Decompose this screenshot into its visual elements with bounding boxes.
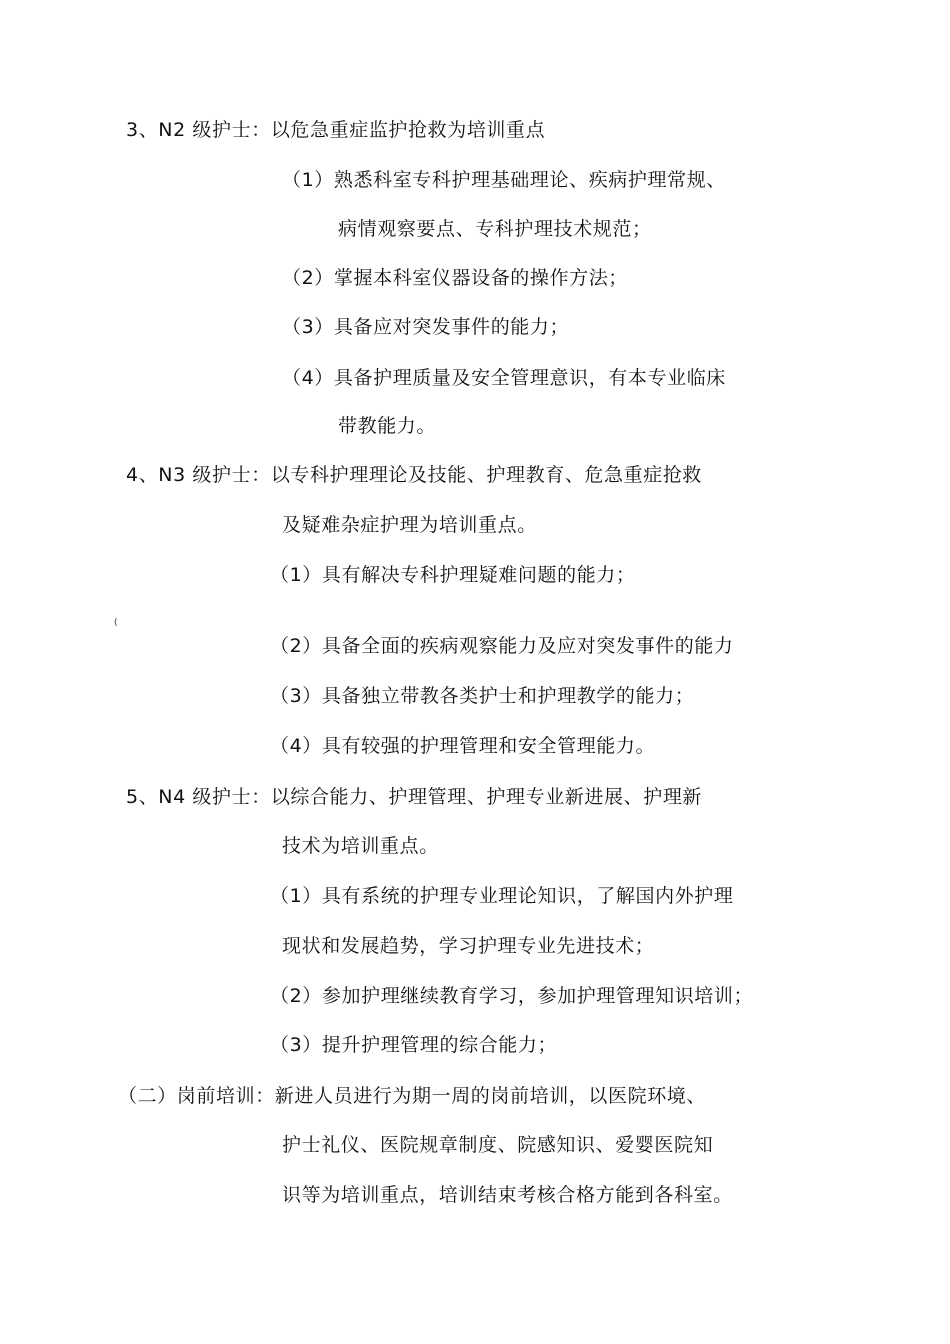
section4-item4: （4）具有较强的护理管理和安全管理能力。 (270, 735, 656, 757)
section4-item1: （1）具有解决专科护理疑难问题的能力； (270, 564, 636, 586)
section3-heading: 3、N2 级护士：以危急重症监护抢救为培训重点 (126, 119, 546, 141)
stray-mark: ( (114, 618, 118, 628)
prejob-heading-line2: 护士礼仪、医院规章制度、院感知识、爱婴医院知 (282, 1134, 714, 1156)
section5-item3: （3）提升护理管理的综合能力； (270, 1034, 558, 1056)
section3-item1-line1: （1）熟悉科室专科护理基础理论、疾病护理常规、 (282, 169, 726, 191)
section3-item3: （3）具备应对突发事件的能力； (282, 316, 570, 338)
prejob-heading-line1: （二）岗前培训：新进人员进行为期一周的岗前培训，以医院环境、 (118, 1085, 707, 1107)
section3-item4-line2: 带教能力。 (338, 415, 437, 437)
section3-item4-line1: （4）具备护理质量及安全管理意识，有本专业临床 (282, 367, 726, 389)
section4-item2: （2）具备全面的疾病观察能力及应对突发事件的能力 (270, 635, 734, 657)
section3-item2: （2）掌握本科室仪器设备的操作方法； (282, 267, 628, 289)
section5-item1-line2: 现状和发展趋势，学习护理专业先进技术； (282, 935, 655, 957)
section4-heading-line1: 4、N3 级护士：以专科护理理论及技能、护理教育、危急重症抢救 (126, 464, 703, 486)
section5-item2: （2）参加护理继续教育学习，参加护理管理知识培训； (270, 985, 754, 1007)
section3-item1-line2: 病情观察要点、专科护理技术规范； (338, 218, 652, 240)
section5-heading-line2: 技术为培训重点。 (282, 835, 439, 857)
section5-item1-line1: （1）具有系统的护理专业理论知识，了解国内外护理 (270, 885, 734, 907)
section5-heading-line1: 5、N4 级护士：以综合能力、护理管理、护理专业新进展、护理新 (126, 786, 703, 808)
section4-item3: （3）具备独立带教各类护士和护理教学的能力； (270, 685, 695, 707)
prejob-heading-line3: 识等为培训重点，培训结束考核合格方能到各科室。 (282, 1184, 733, 1206)
section4-heading-line2: 及疑难杂症护理为培训重点。 (282, 514, 537, 536)
